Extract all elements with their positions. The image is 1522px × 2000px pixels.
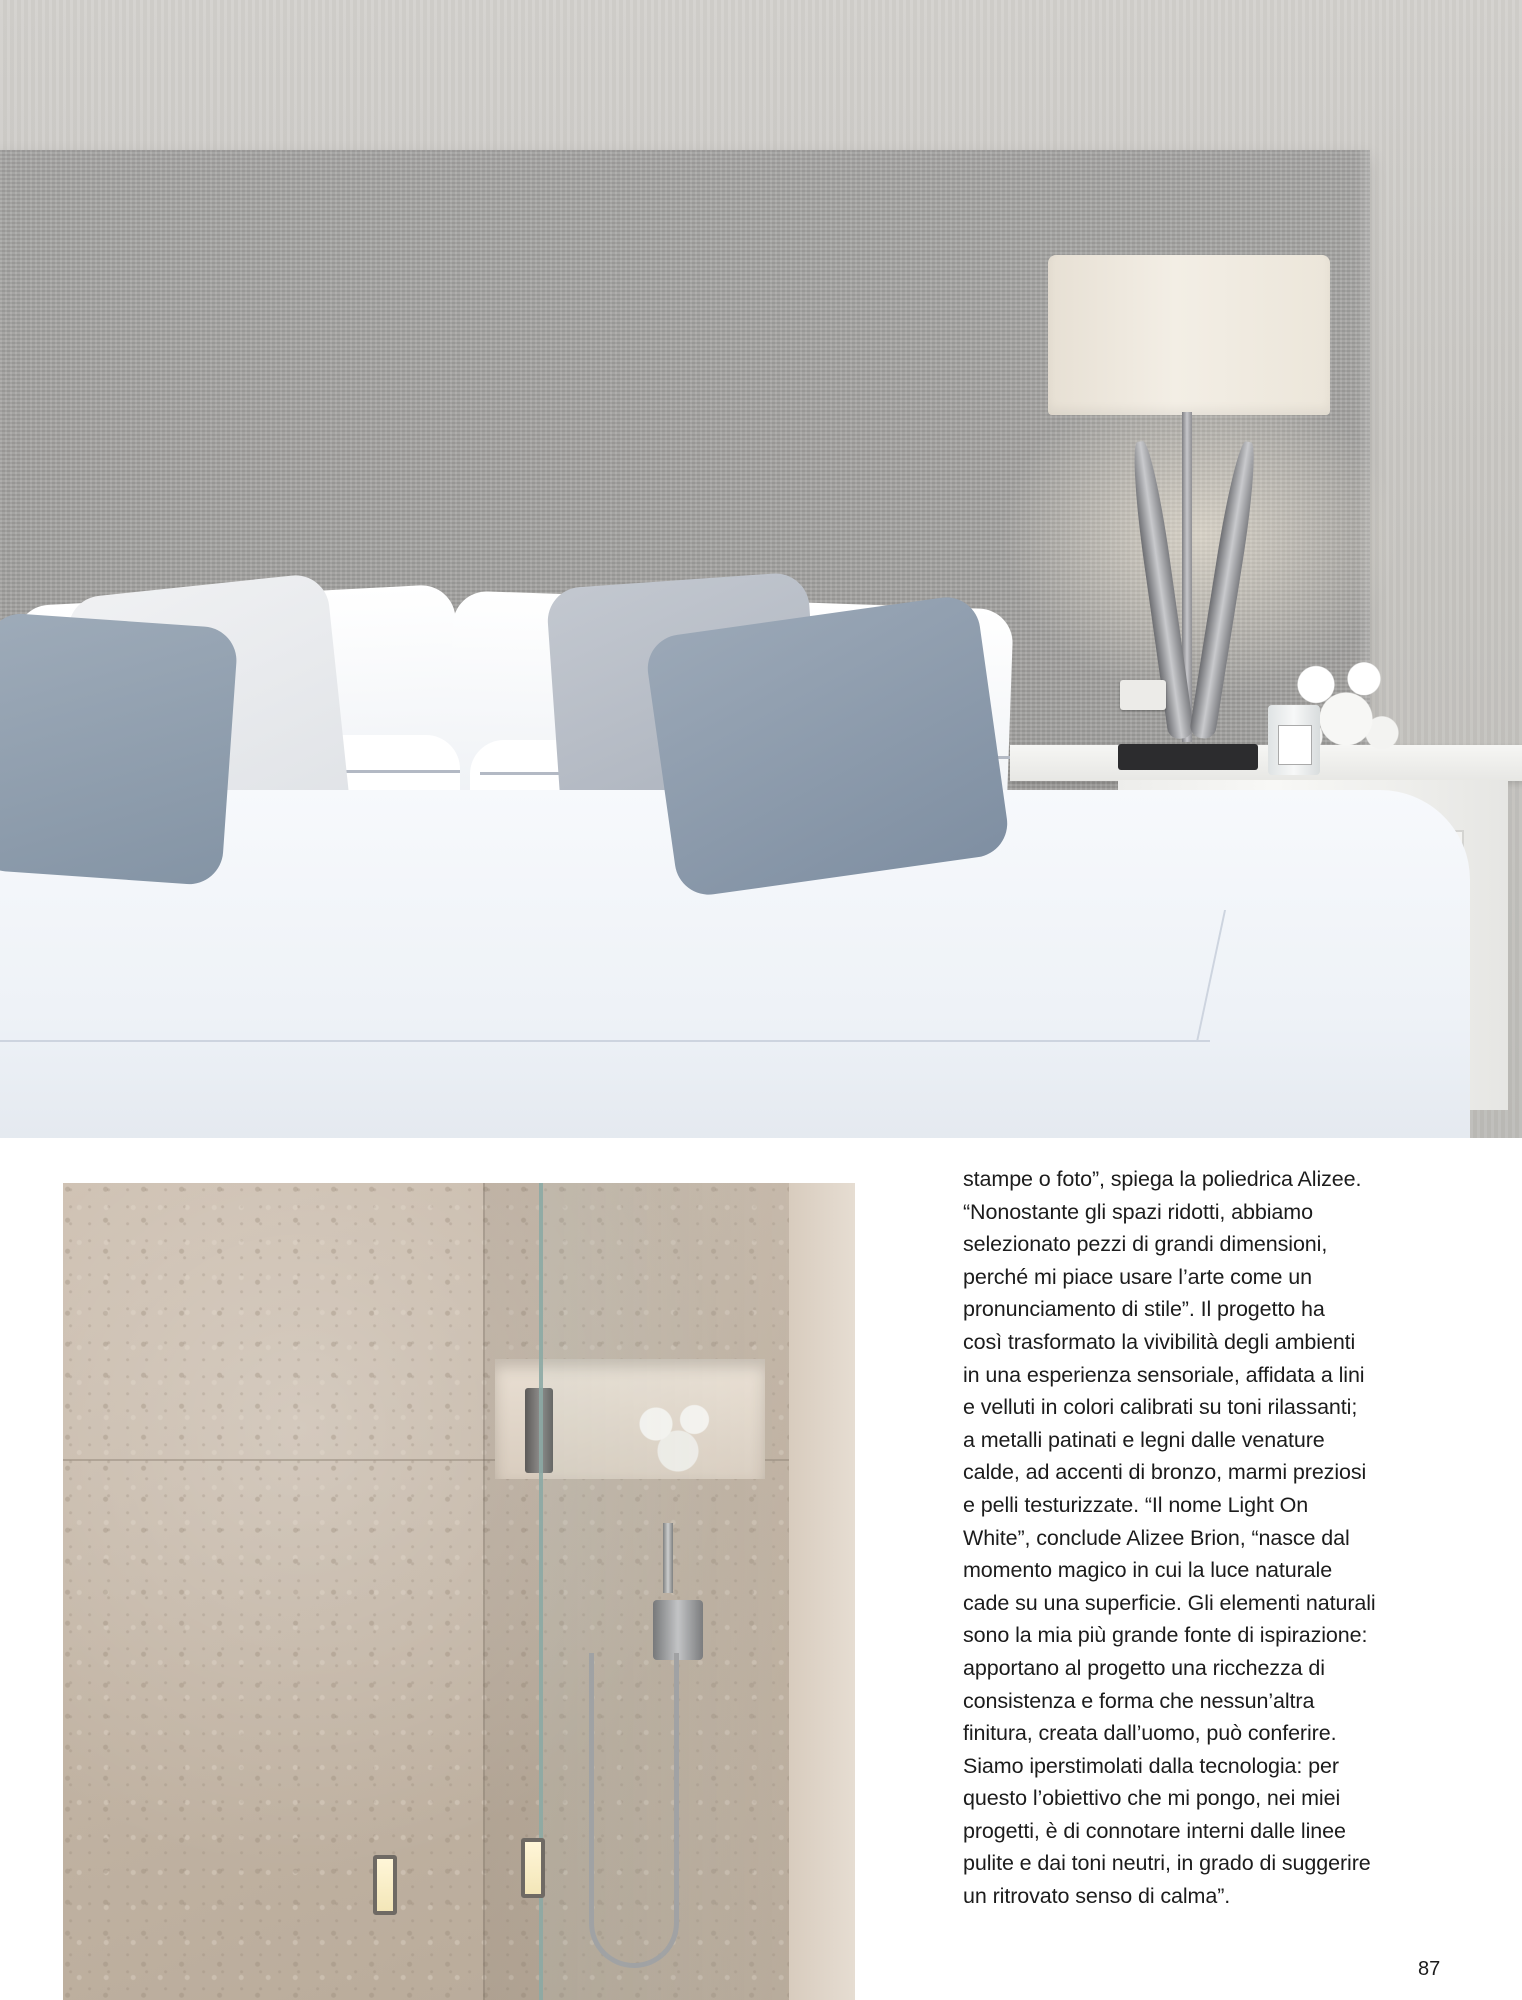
lamp-shade <box>1048 255 1330 415</box>
article-line: pronunciamento di stile”. Il progetto ha <box>963 1297 1325 1322</box>
article-line: e velluti in colori calibrati su toni rilassanti; <box>963 1395 1358 1420</box>
article-line: “Nonostante gli spazi ridotti, abbiamo <box>963 1199 1313 1224</box>
article-line: e pelli testurizzate. “Il nome Light On <box>963 1492 1309 1517</box>
cushion-blue-left <box>0 612 239 887</box>
article-body <box>963 1163 1453 1913</box>
article-line: a metalli patinati e legni dalle venature <box>963 1427 1325 1452</box>
article-line: consistenza e forma che nessun’altra <box>963 1688 1315 1713</box>
shower-wall-edge <box>789 1183 855 2000</box>
cushion-blue-right <box>643 593 1011 899</box>
shower-photo <box>63 1183 855 2000</box>
article-line: in una esperienza sensoriale, affidata a lini <box>963 1362 1365 1387</box>
article-line: pulite e dai toni neutri, in grado di suggerire <box>963 1851 1371 1876</box>
candle-label <box>1278 725 1312 765</box>
pillow-trim <box>330 770 460 773</box>
article-line: momento magico in cui la luce naturale <box>963 1558 1333 1583</box>
article-line: progetti, è di connotare interni dalle linee <box>963 1818 1346 1843</box>
article-line: stampe o foto”, spiega la poliedrica Alizee. <box>963 1167 1362 1191</box>
lamp-base <box>1118 744 1258 770</box>
article-line: così trasformato la vivibilità degli ambienti <box>963 1329 1356 1354</box>
wall-socket <box>1120 680 1166 710</box>
article-line: calde, ad accenti di bronzo, marmi preziosi <box>963 1460 1367 1485</box>
article-line: finitura, creata dall’uomo, può conferire. <box>963 1721 1337 1746</box>
article-line: apportano al progetto una ricchezza di <box>963 1655 1325 1680</box>
floor-light <box>373 1855 397 1915</box>
article-line: White”, conclude Alizee Brion, “nasce dal <box>963 1525 1350 1550</box>
article-line: selezionato pezzi di grandi dimensioni, <box>963 1232 1328 1257</box>
article-line: un ritrovato senso di calma”. <box>963 1884 1231 1909</box>
article-line: Siamo iperstimolati dalla tecnologia: per <box>963 1753 1339 1778</box>
article-line: questo l’obiettivo che mi pongo, nei miei <box>963 1786 1341 1811</box>
glass-shower-door <box>539 1183 797 2000</box>
floor-light <box>521 1838 545 1898</box>
article-line: cade su una superficie. Gli elementi naturali <box>963 1590 1376 1615</box>
page-number: 87 <box>1418 1958 1441 1980</box>
nightstand-top <box>1010 745 1522 781</box>
article-line: sono la mia più grande fonte di ispirazione: <box>963 1623 1368 1648</box>
duvet-stitching <box>0 1040 1210 1042</box>
article-line: perché mi piace usare l’arte come un <box>963 1264 1312 1289</box>
